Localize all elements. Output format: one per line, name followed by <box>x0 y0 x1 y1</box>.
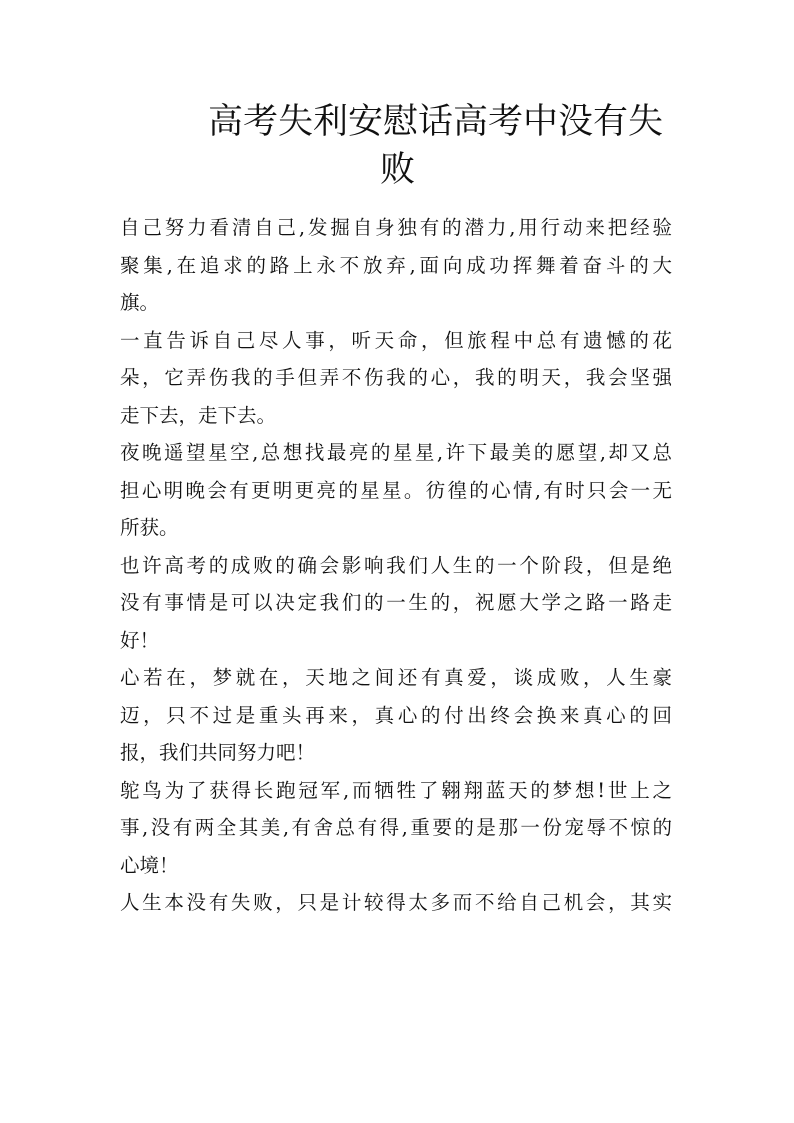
paragraph-5 <box>120 659 672 772</box>
paragraph-line: 事,没有两全其美,有舍总有得,重要的是那一份宠辱不惊的 <box>120 816 672 839</box>
paragraph-line: 迈，只不过是重头再来，真心的付出终会换来真心的回 <box>120 703 672 727</box>
paragraph-line: 自己努力看清自己,发掘自身独有的潜力,用行动来把经验 <box>120 216 672 239</box>
paragraph-line: 报，我们共同努力吧！ <box>120 741 316 764</box>
paragraph-line: 朵，它弄伤我的手但弄不伤我的心，我的明天，我会坚强 <box>120 366 672 389</box>
paragraph-line: 所获。 <box>120 516 179 539</box>
paragraph-line: 心境！ <box>120 853 179 877</box>
paragraph-7 <box>120 884 672 922</box>
paragraph-line: 人生本没有失败，只是计较得太多而不给自己机会，其实 <box>120 891 672 914</box>
paragraph-line: 没有事情是可以决定我们的一生的，祝愿大学之路一路走 <box>120 591 672 614</box>
paragraph-line: 旗。 <box>120 291 160 314</box>
paragraph-line: 担心明晚会有更明更亮的星星。彷徨的心情,有时只会一无 <box>120 478 672 502</box>
paragraph-3 <box>120 434 672 547</box>
paragraph-line: 走下去，走下去。 <box>120 403 277 427</box>
paragraph-1 <box>120 209 672 322</box>
paragraph-line: 鸵鸟为了获得长跑冠军,而牺牲了翱翔蓝天的梦想!世上之 <box>120 778 672 802</box>
paragraph-line: 也许高考的成败的确会影响我们人生的一个阶段，但是绝 <box>120 553 672 577</box>
paragraph-line: 一直告诉自己尽人事，听天命，但旅程中总有遗憾的花 <box>120 328 672 352</box>
paragraph-6 <box>120 772 672 885</box>
paragraph-line: 聚集,在追求的路上永不放弃,面向成功挥舞着奋斗的大 <box>120 253 672 277</box>
paragraph-2 <box>120 322 672 435</box>
paragraph-4 <box>120 547 672 660</box>
title-line-1: 高考失利安慰话高考中没有失 <box>208 102 664 142</box>
paragraph-line: 心若在，梦就在，天地之间还有真爱，谈成败，人生豪 <box>120 666 672 689</box>
paragraph-line: 好！ <box>120 628 160 652</box>
title-line-2: 败 <box>380 150 416 190</box>
document-body <box>120 209 672 922</box>
document-title <box>208 98 668 194</box>
paragraph-line: 夜晚遥望星空,总想找最亮的星星,许下最美的愿望,却又总 <box>120 441 672 464</box>
